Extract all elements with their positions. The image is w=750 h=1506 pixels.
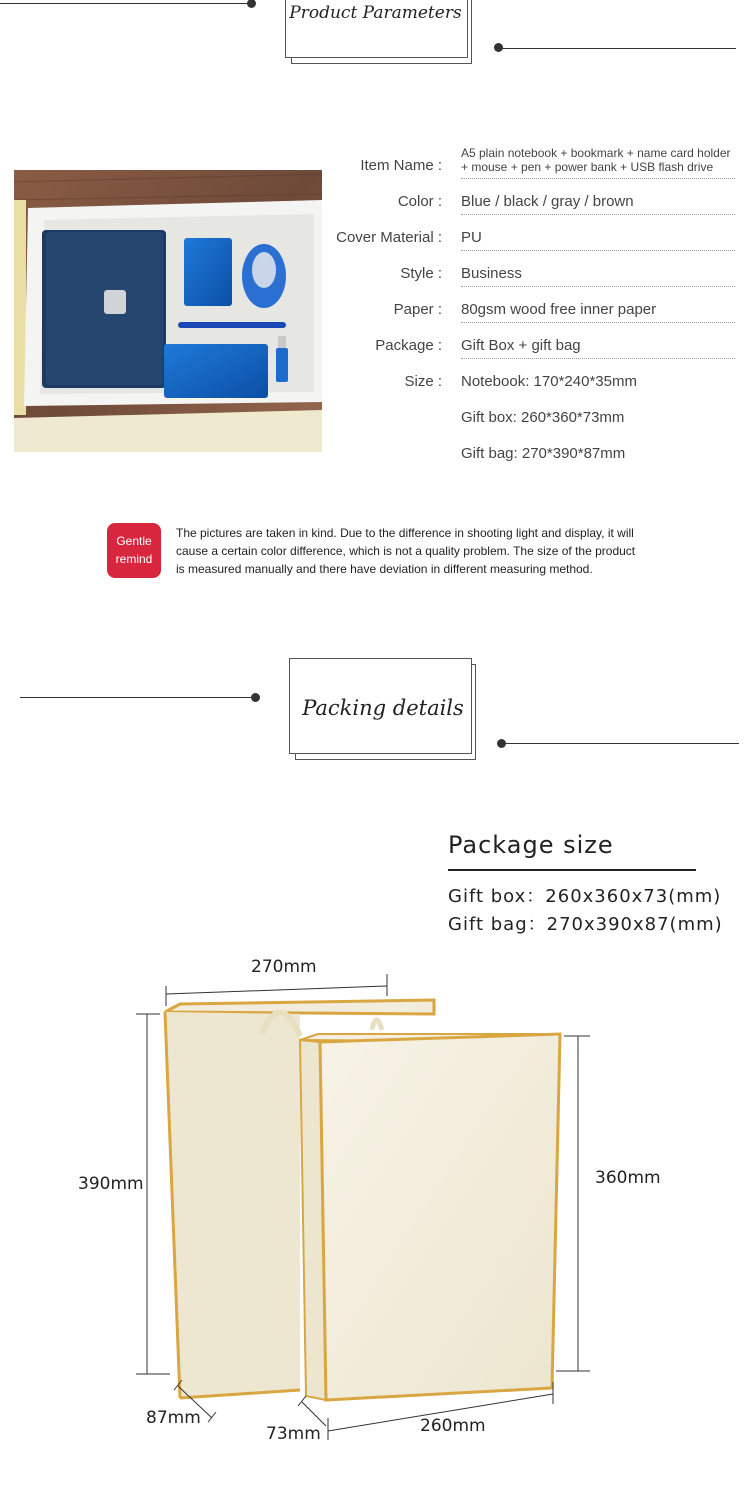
gentle-remind-line1: The pictures are taken in kind. Due to the difference in shooting light and display, it will [176,526,634,540]
header-left-line [0,3,250,4]
gift-set-image [14,170,322,452]
gentle-remind-badge-line1: Gentle [116,534,152,548]
dim-box-width: 260mm [420,1416,486,1436]
header-right-line [500,48,736,49]
param-label-paper: Paper : [393,301,442,318]
param-value-item-name-line1: A5 plain notebook + bookmark + name card holder [461,146,731,160]
package-size-gift-bag: Gift bag：270x390x87(mm) [448,914,723,935]
param-value-size-gift-bag: Gift bag: 270*390*87mm [461,445,626,462]
dim-box-depth: 73mm [266,1424,321,1444]
gentle-remind-line3: is measured manually and there have deviation in different measuring method. [176,562,593,576]
dim-bag-depth: 87mm [146,1408,201,1428]
param-value-size-gift-box: Gift box: 260*360*73mm [461,409,625,426]
param-value-item-name-line2: + mouse + pen + power bank + USB flash drive [461,160,714,174]
package-size-heading: Package size [448,831,614,859]
packing-left-line [20,697,256,698]
gentle-remind-text [176,524,656,578]
param-label-size: Size : [404,373,442,390]
packing-left-dot [251,693,260,702]
param-label-item-name: Item Name : [360,157,442,174]
header-left-dot [247,0,256,8]
gift-box-shape [300,1034,560,1400]
param-value-color: Blue / black / gray / brown [461,193,735,215]
package-size-gift-box: Gift box：260x360x73(mm) [448,886,722,907]
param-label-style: Style : [400,265,442,282]
param-label-color: Color : [397,193,442,210]
param-value-paper: 80gsm wood free inner paper [461,301,735,323]
package-size-underline [448,869,696,871]
packaging-illustration [0,950,750,1501]
gentle-remind-badge-line2: remind [115,552,153,566]
param-label-cover-material: Cover Material : [336,229,442,246]
param-value-style: Business [461,265,735,287]
param-label-package: Package : [375,337,442,354]
param-value-cover-material: PU [461,229,735,251]
gentle-remind-line2: cause a certain color difference, which is not a quality problem. The size of the product [176,544,636,558]
product-photo [14,170,322,452]
param-value-size-notebook: Notebook: 170*240*35mm [461,373,637,390]
param-value-item-name [461,146,735,179]
gentle-remind-badge [107,523,161,578]
packaging-drawing [0,950,750,1501]
dim-box-height: 360mm [595,1168,661,1188]
dim-bag-width: 270mm [251,957,317,977]
packing-title: Packing details [302,696,464,720]
packing-right-line [503,743,739,744]
dim-bag-height: 390mm [78,1174,144,1194]
params-title: Product Parameters [289,3,462,23]
param-value-package: Gift Box + gift bag [461,337,735,359]
